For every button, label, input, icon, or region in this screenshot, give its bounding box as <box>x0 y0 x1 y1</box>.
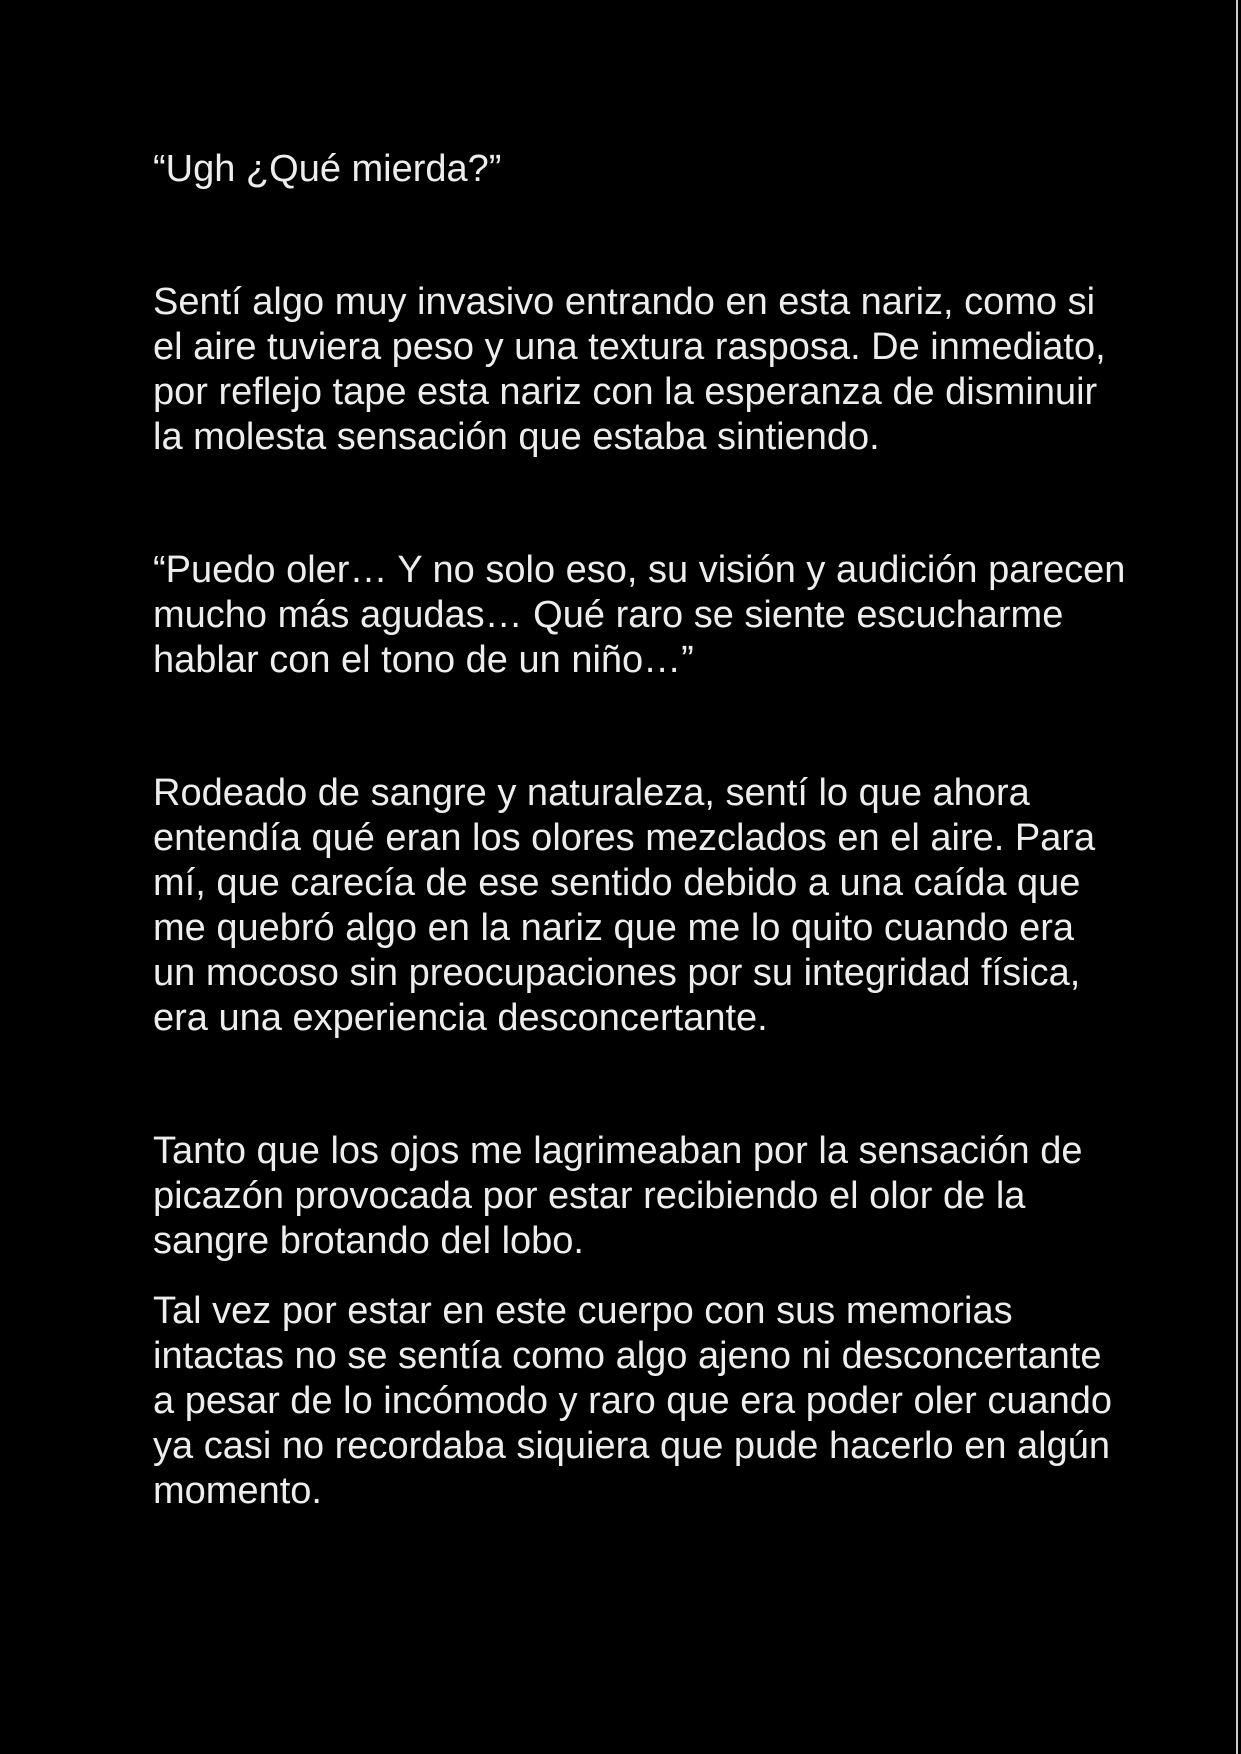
text-line: era una experiencia desconcertante. <box>153 997 768 1039</box>
text-line: Tal vez por estar en este cuerpo con sus memorias <box>153 1290 1013 1332</box>
text-line: Sentí algo muy invasivo entrando en esta nariz, como si <box>153 281 1096 323</box>
text-line: a pesar de lo incómodo y raro que era poder oler cuando <box>153 1380 1113 1422</box>
reader-text-block <box>153 147 1201 1514</box>
text-line: intactas no se sentía como algo ajeno ni desconcertante <box>153 1335 1102 1377</box>
paragraph-narration-4 <box>153 1289 1201 1514</box>
text-line: la molesta sensación que estaba sintiendo. <box>153 416 880 458</box>
text-line: “Ugh ¿Qué mierda?” <box>153 148 502 190</box>
text-line: por reflejo tape esta nariz con la esperanza de disminuir <box>153 371 1098 413</box>
scrollbar[interactable] <box>1236 0 1238 1754</box>
text-line: entendía qué eran los olores mezclados en el aire. Para <box>153 817 1096 859</box>
text-line: hablar con el tono de un niño…” <box>153 639 694 681</box>
text-line: sangre brotando del lobo. <box>153 1220 584 1262</box>
text-line: Rodeado de sangre y naturaleza, sentí lo que ahora <box>153 772 1030 814</box>
text-line: Tanto que los ojos me lagrimeaban por la sensación de <box>153 1130 1083 1172</box>
paragraph-dialogue-1 <box>153 147 1201 192</box>
paragraph-narration-2 <box>153 771 1201 1041</box>
paragraph-dialogue-2 <box>153 548 1201 683</box>
text-line: mucho más agudas… Qué raro se siente escucharme <box>153 594 1064 636</box>
text-line: ya casi no recordaba siquiera que pude hacerlo en algún <box>153 1425 1110 1467</box>
paragraph-narration-1 <box>153 280 1201 460</box>
text-line: me quebró algo en la nariz que me lo quito cuando era <box>153 907 1075 949</box>
text-line: “Puedo oler… Y no solo eso, su visión y audición parecen <box>153 549 1126 591</box>
text-line: momento. <box>153 1470 322 1512</box>
text-line: picazón provocada por estar recibiendo el olor de la <box>153 1175 1026 1217</box>
text-line: el aire tuviera peso y una textura rasposa. De inmediato, <box>153 326 1106 368</box>
paragraph-narration-3 <box>153 1129 1201 1264</box>
text-line: un mocoso sin preocupaciones por su integridad física, <box>153 952 1081 994</box>
text-line: mí, que carecía de ese sentido debido a una caída que <box>153 862 1081 904</box>
